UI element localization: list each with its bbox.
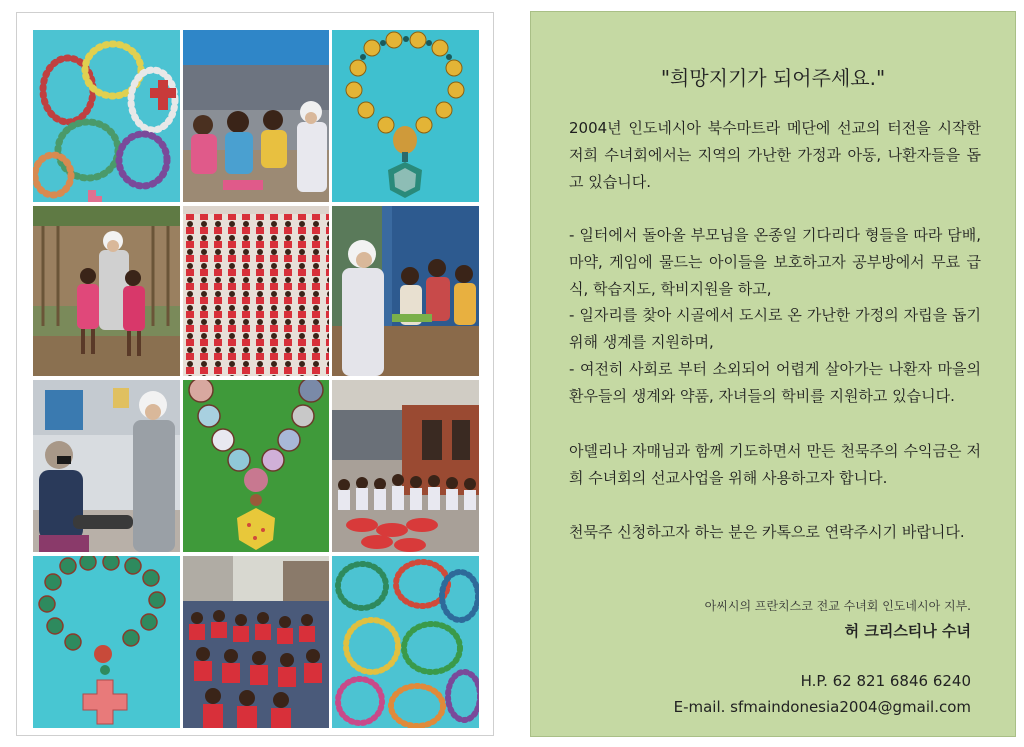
nun-with-girls-photo [33,206,180,376]
photo-collage-page [16,12,494,736]
phone-number: H.P. 62 821 6846 6240 [800,672,971,690]
letter-page [530,11,1016,737]
contact-request-paragraph: 천묵주 신청하고자 하는 분은 카톡으로 연락주시기 바랍니다. [569,523,965,541]
email-address: E-mail. sfmaindonesia2004@gmail.com [673,698,971,716]
rosaries-on-blue-photo [33,30,180,202]
rosary-proceeds-paragraph: 아델리나 자매님과 함께 기도하면서 만든 천묵주의 수익금은 저희 수녀회의 선교사업을 위해 사용하고자 합니다. [569,442,981,487]
painted-bead-rosary-photo [183,380,329,552]
large-group-of-children-photo [183,206,329,376]
livelihood-paragraph: - 일자리를 찾아 시골에서 도시로 온 가난한 가정의 자립을 돕기 위해 생계를 지원하며, [569,306,981,351]
green-bead-rosary-with-pink-cross-photo [33,556,180,728]
photo-grid [33,30,479,730]
signature-name: 허 크리스티나 수녀 [844,622,971,640]
letter-title: "희망지기가 되어주세요." [660,66,886,90]
intro-paragraph: 2004년 인도네시아 북수마트라 메단에 선교의 터전을 시작한 저희 수녀회에서는 지역의 가난한 가정과 아동, 나환자들을 돕고 있습니다. [569,119,981,191]
children-eating-on-floor-photo [183,556,329,728]
children-eating-outdoors-photo [332,380,479,552]
many-rosaries-on-blue-photo [332,556,479,728]
leprosy-village-paragraph: - 여전히 사회로 부터 소외되어 어렵게 살아가는 나환자 마을의 환우들의 생계와 약품, 자녀들의 학비를 지원하고 있습니다. [569,360,981,405]
study-room-paragraph: - 일터에서 돌아올 부모님을 온종일 기다리다 형들을 따라 담배, 마약, 게임에 물드는 아이들을 보호하고자 공부방에서 무료 급식, 학습지도, 학비지원을 하고, [569,226,981,298]
yellow-bead-rosary-photo [332,30,479,202]
elderly-patient-with-nun-photo [33,380,180,552]
nun-giving-to-children-photo [332,206,479,376]
children-under-tent-photo [183,30,329,202]
organization-name: 아씨시의 프란치스코 전교 수녀회 인도네시아 지부. [704,599,971,613]
